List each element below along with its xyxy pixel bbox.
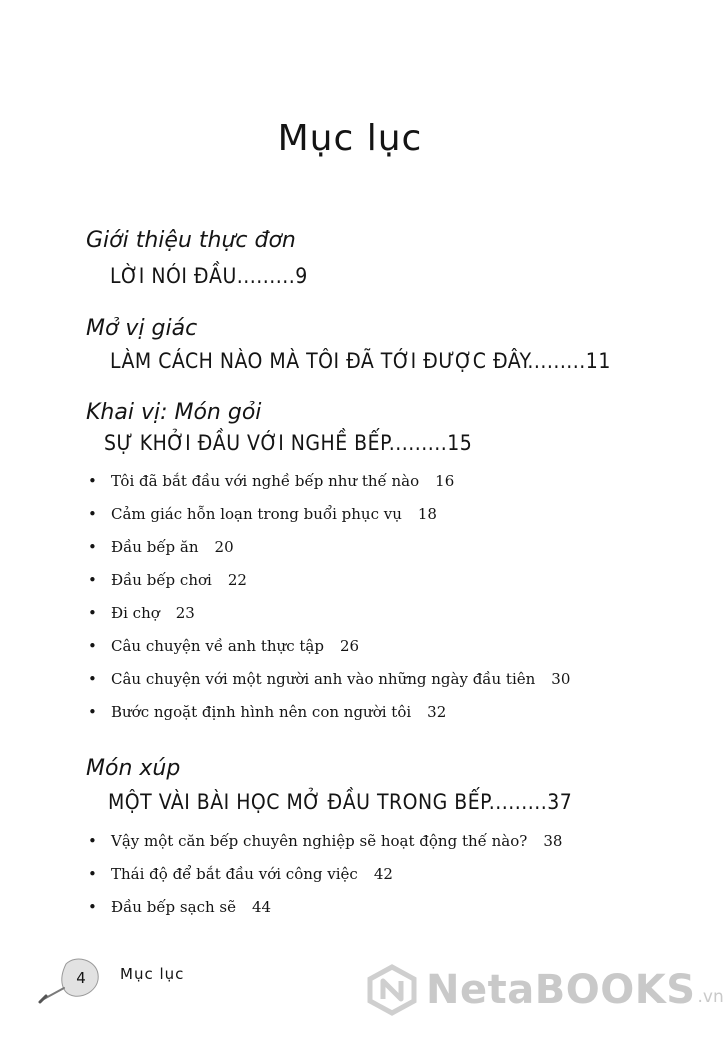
toc-item-page: 32 (427, 703, 447, 721)
footer-page-number: 4 (76, 969, 86, 987)
toc-item[interactable] (88, 891, 562, 924)
toc-item[interactable] (88, 663, 570, 696)
toc-item-text: Bước ngoặt định hình nên con người tôi (111, 703, 412, 721)
toc-item-page: 23 (175, 604, 195, 622)
section-label: Giới thiệu thực đơn (86, 228, 296, 253)
netabooks-logo-icon (366, 964, 418, 1016)
watermark (366, 964, 724, 1016)
toc-item-text: Cảm giác hỗn loạn trong buổi phục vụ (111, 505, 402, 523)
toc-item-list (88, 465, 570, 729)
toc-item[interactable] (88, 597, 570, 630)
toc-item[interactable] (88, 498, 570, 531)
toc-item-list (88, 825, 562, 924)
toc-item-page: 42 (373, 865, 393, 883)
toc-item-text: Đầu bếp chơi (111, 571, 212, 589)
page-title: Mục lục (277, 118, 423, 159)
section-heading: LÀM CÁCH NÀO MÀ TÔI ĐÃ TỚI ĐƯỢC ĐÂY.........11 (110, 349, 611, 373)
toc-item-page: 18 (417, 505, 437, 523)
toc-item-page: 38 (543, 832, 563, 850)
toc-item-text: Tôi đã bắt đầu với nghề bếp như thế nào (111, 472, 420, 490)
section-label: Món xúp (86, 756, 181, 781)
toc-item[interactable] (88, 696, 570, 729)
toc-item[interactable] (88, 531, 570, 564)
toc-item-text: Đi chợ (111, 604, 160, 622)
toc-item[interactable] (88, 858, 562, 891)
toc-item-text: Đầu bếp sạch sẽ (111, 898, 236, 916)
footer-label: Mục lục (120, 965, 185, 983)
toc-item-text: Vậy một căn bếp chuyên nghiệp sẽ hoạt động thế nào? (111, 832, 528, 850)
toc-item[interactable] (88, 630, 570, 663)
toc-item-text: Đầu bếp ăn (111, 538, 199, 556)
toc-item[interactable] (88, 564, 570, 597)
section-label: Khai vị: Món gỏi (86, 400, 262, 425)
toc-item-text: Câu chuyện về anh thực tập (111, 637, 324, 655)
toc-item[interactable] (88, 825, 562, 858)
toc-item[interactable] (88, 465, 570, 498)
toc-item-text: Thái độ để bắt đầu với công việc (111, 865, 358, 883)
toc-item-page: 44 (251, 898, 272, 916)
section-label: Mở vị giác (86, 316, 198, 341)
section-heading: SỰ KHỞI ĐẦU VỚI NGHỀ BẾP.........15 (104, 431, 473, 455)
toc-item-page: 22 (227, 571, 247, 589)
section-heading: MỘT VÀI BÀI HỌC MỞ ĐẦU TRONG BẾP.........37 (108, 790, 573, 814)
toc-item-page: 16 (435, 472, 455, 490)
toc-item-text: Câu chuyện với một người anh vào những ngày đầu tiên (111, 670, 536, 688)
toc-item-page: 30 (551, 670, 571, 688)
watermark-suffix: .vn (697, 987, 724, 1007)
section-heading: LỜI NÓI ĐẦU.........9 (110, 264, 308, 288)
toc-item-page: 20 (214, 538, 234, 556)
watermark-brand: NetaBOOKS (426, 967, 696, 1013)
toc-item-page: 26 (339, 637, 360, 655)
